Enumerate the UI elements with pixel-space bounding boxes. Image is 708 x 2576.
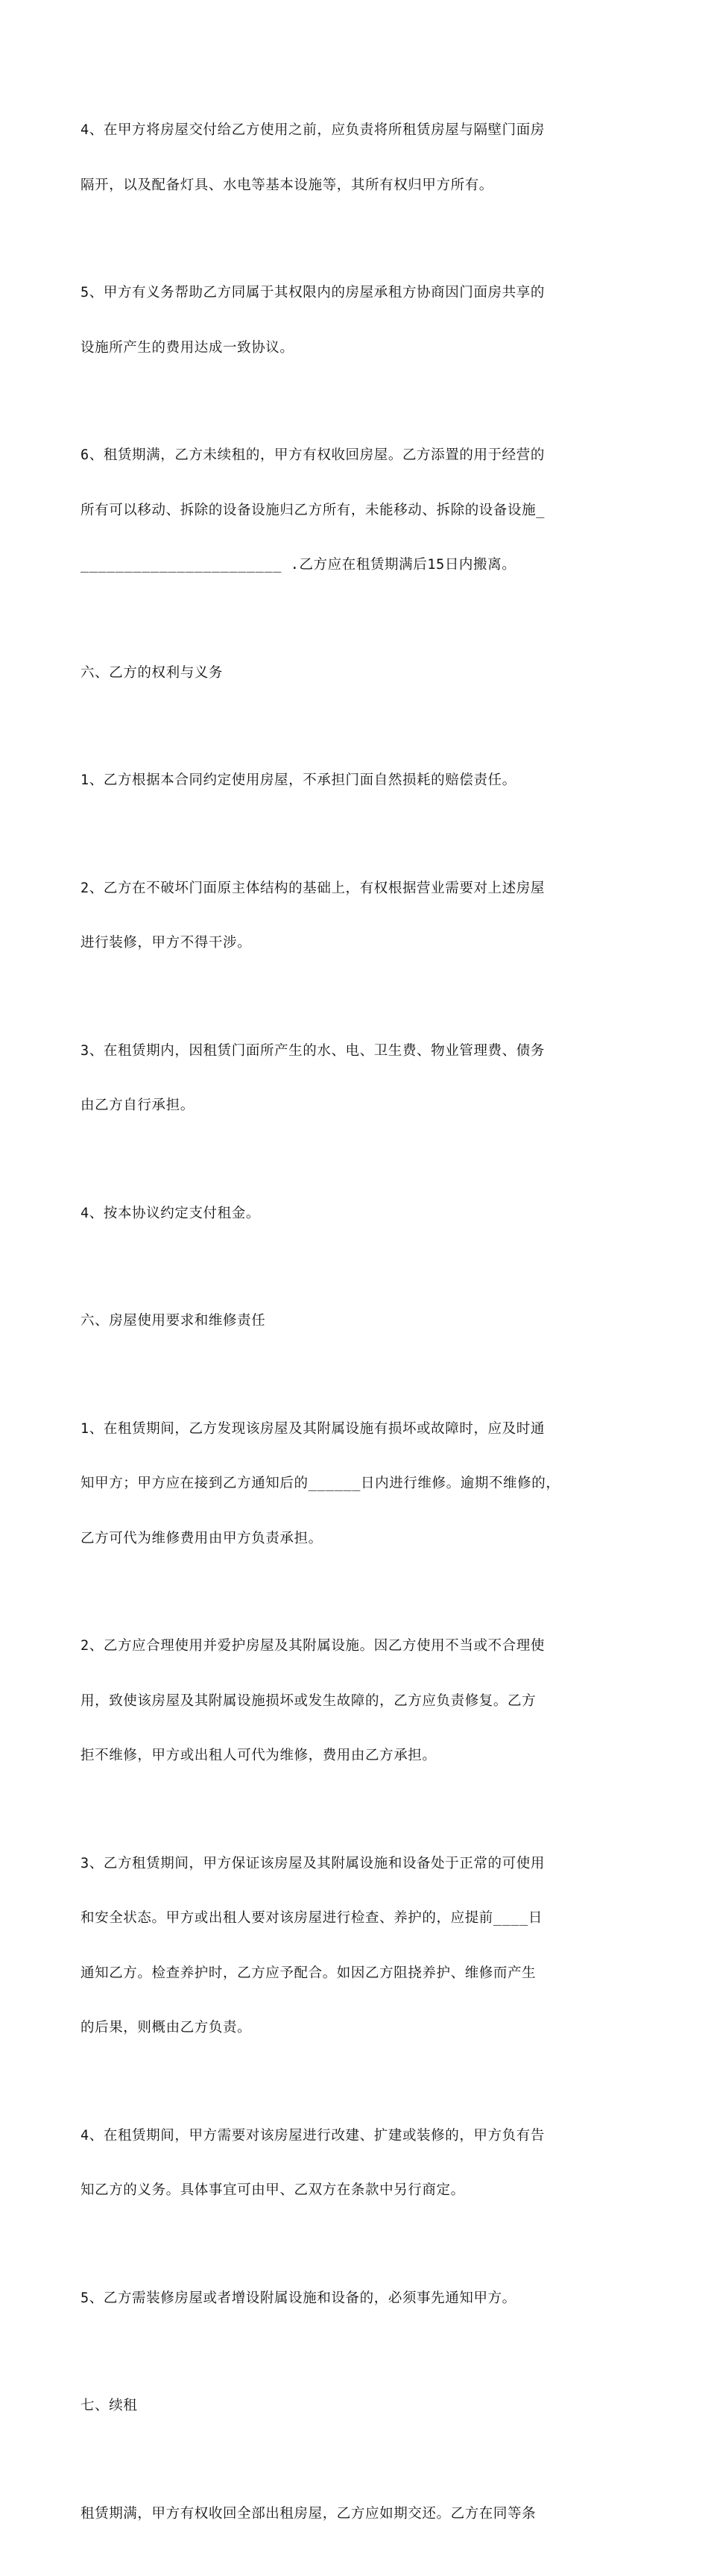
text-line: 4、在甲方将房屋交付给乙方使用之前，应负责将所租赁房屋与隔壁门面房: [80, 122, 545, 138]
text-line: 1、乙方根据本合同约定使用房屋，不承担门面自然损耗的赔偿责任。: [80, 772, 516, 788]
paragraph-4-handover: [80, 85, 632, 231]
tenant-clause-3: [80, 1006, 632, 1152]
text-line: 4、按本协议约定支付租金。: [80, 1205, 260, 1221]
text-line: 租赁期满，甲方有权收回全部出租房屋，乙方应如期交还。乙方在同等条: [80, 2505, 537, 2522]
paragraph-6-lease-expiry: [80, 410, 632, 611]
tenant-clause-1: [80, 735, 632, 827]
text-line: 拒不维修，甲方或出租人可代为维修，费用由乙方承担。: [80, 1748, 437, 1763]
section-heading-tenant-rights: [80, 628, 632, 719]
text-line: 3、乙方租赁期间，甲方保证该房屋及其附属设施和设备处于正常的可使用: [80, 1855, 545, 1871]
text-line: 6、租赁期满，乙方未续租的，甲方有权收回房屋。乙方添置的用于经营的: [80, 447, 545, 463]
text-line: 3、在租赁期内，因租赁门面所产生的水、电、卫生费、物业管理费、债务: [80, 1042, 545, 1059]
text-line: 隔开，以及配备灯具、水电等基本设施等，其所有权归甲方所有。: [80, 177, 493, 193]
heading-text: 六、乙方的权利与义务: [80, 664, 224, 681]
text-line: 和安全状态。甲方或出租人要对该房屋进行检查、养护的，应提前____日: [80, 1910, 543, 1926]
text-line: _______________________ .乙方应在租赁期满后15日内搬离。: [80, 557, 516, 573]
text-line: 由乙方自行承担。: [80, 1098, 195, 1113]
text-line: 进行装修，甲方不得干涉。: [80, 935, 252, 951]
maintenance-clause-4: [80, 2091, 632, 2237]
tenant-clause-2: [80, 843, 632, 989]
heading-text: 七、续租: [80, 2398, 138, 2413]
maintenance-clause-2: [80, 1601, 632, 1802]
tenant-clause-4: [80, 1168, 632, 1260]
maintenance-clause-5: [80, 2253, 632, 2345]
text-line: 4、在租赁期间，甲方需要对该房屋进行改建、扩建或装修的，甲方负有告: [80, 2127, 545, 2144]
text-line: 5、甲方有义务帮助乙方同属于其权限内的房屋承租方协商因门面房共享的: [80, 285, 545, 300]
document-page: [80, 85, 632, 2576]
text-line: 乙方可代为维修费用由甲方负责承担。: [80, 1530, 323, 1546]
section-heading-usage-maintenance: [80, 1276, 632, 1367]
text-line: 用，致使该房屋及其附属设施损坏或发生故障的，乙方应负责修复。乙方: [80, 1692, 537, 1709]
text-line: 所有可以移动、拆除的设备设施归乙方所有，未能移动、拆除的设备设施_: [80, 502, 545, 518]
text-line: 5、乙方需装修房屋或者增设附属设施和设备的，必须事先通知甲方。: [80, 2290, 516, 2306]
text-line: 1、在租赁期间，乙方发现该房屋及其附属设施有损坏或故障时，应及时通: [80, 1420, 545, 1437]
text-line: 2、乙方在不破坏门面原主体结构的基础上，有权根据营业需要对上述房屋: [80, 880, 545, 896]
text-line: 通知乙方。检查养护时，乙方应予配合。如因乙方阻挠养护、维修而产生: [80, 1965, 537, 1981]
section-heading-renewal: [80, 2361, 632, 2452]
renewal-clause: [80, 2469, 632, 2560]
text-line: 知乙方的义务。具体事宜可由甲、乙双方在条款中另行商定。: [80, 2182, 465, 2198]
maintenance-clause-1: [80, 1384, 632, 1585]
text-line: 知甲方；甲方应在接到乙方通知后的______日内进行维修。逾期不维修的，: [80, 1476, 560, 1491]
maintenance-clause-3: [80, 1818, 632, 2074]
text-line: 2、乙方应合理使用并爱护房屋及其附属设施。因乙方使用不当或不合理使: [80, 1638, 545, 1654]
paragraph-5-shared-facilities: [80, 248, 632, 394]
heading-text: 六、房屋使用要求和维修责任: [80, 1313, 266, 1329]
text-line: 的后果，则概由乙方负责。: [80, 2020, 252, 2035]
text-line: 设施所产生的费用达成一致协议。: [80, 339, 294, 356]
